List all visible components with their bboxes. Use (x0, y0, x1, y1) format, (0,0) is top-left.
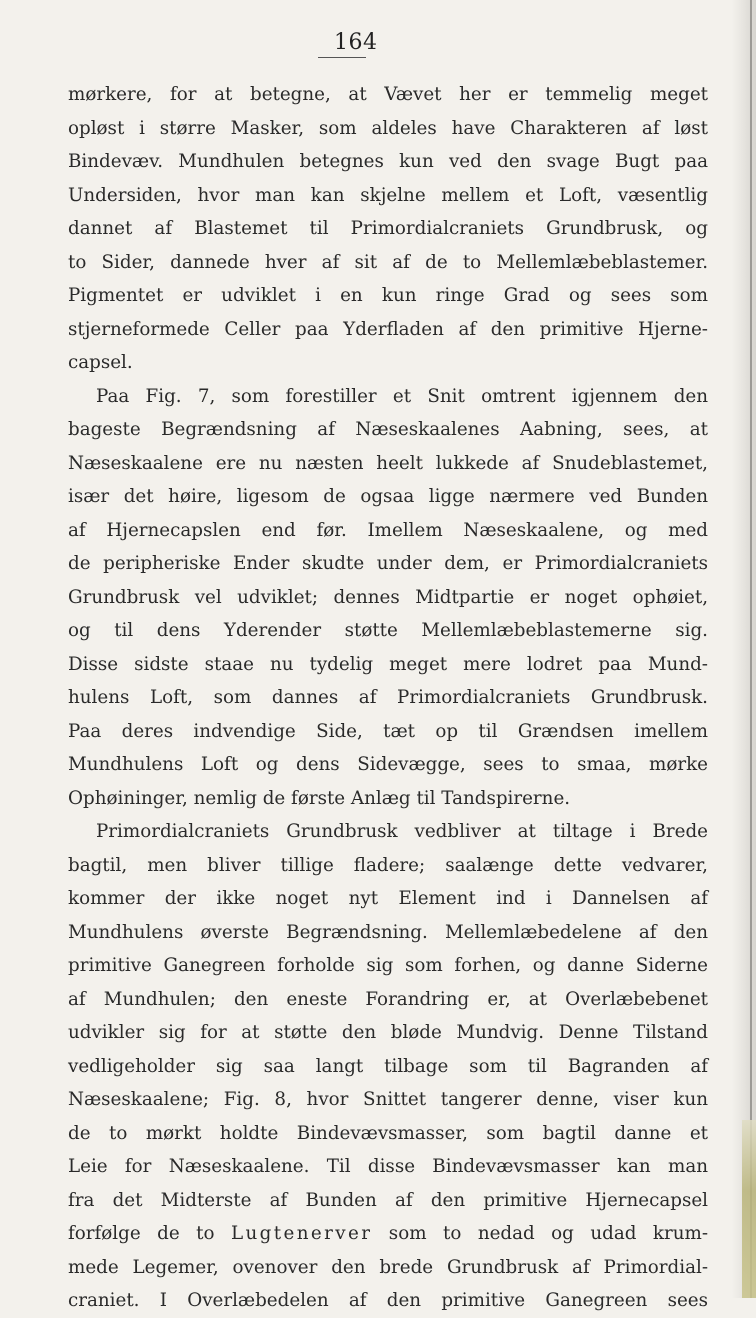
text-line: Primordialcraniets Grundbrusk vedbliver at tiltage i Brede (96, 821, 708, 842)
text-line: fra det Midterste af Bunden af den primitive Hjernecapsel (68, 1189, 708, 1211)
text-line: kommer der ikke noget nyt Element ind i Dannelsen af (68, 888, 708, 909)
text-line: bagtil, men bliver tillige fladere; saalænge dette vedvarer, (68, 854, 708, 876)
text-line: mørkere, for at betegne, at Vævet her er temmelig meget (68, 84, 708, 105)
text-line: udvikler sig for at støtte den bløde Mundvig. Denne Tilstand (68, 1022, 708, 1043)
text-line: Mundhulens øverste Begrændsning. Mellemlæbedelene af den (68, 921, 708, 943)
text-line: hulens Loft, som dannes af Primordialcraniets Grundbrusk. (68, 687, 708, 708)
text-line: Ophøininger, nemlig de første Anlæg til Tandspirerne. (68, 787, 571, 809)
page-edge-line (750, 0, 752, 1298)
text-line: Paa Fig. 7, som forestiller et Snit omtrent igjennem den (96, 385, 708, 407)
text-line: Næseskaalene; Fig. 8, hvor Snittet tangerer denne, viser kun (68, 1089, 708, 1110)
page-edge-stain (742, 1120, 756, 1298)
text-line: de to mørkt holdte Bindevævsmasser, som bagtil danne et (68, 1122, 708, 1144)
text-line: to Sider, dannede hver af sit af de to Mellemlæbeblastemer. (68, 251, 708, 273)
text-line: af Hjernecapslen end før. Imellem Næseskaalene, og med (68, 519, 708, 541)
text-line: bageste Begrændsning af Næseskaalenes Aabning, sees, at (68, 419, 708, 440)
text-line: Undersiden, hvor man kan skjelne mellem et Loft, væsentlig (68, 184, 708, 206)
text-line: capsel. (68, 352, 133, 373)
text-line: de peripheriske Ender skudte under dem, er Primordialcraniets (68, 553, 708, 574)
text-line: og til dens Yderender støtte Mellemlæbeblastemerne sig. (68, 620, 708, 641)
text-line: forfølge de to Lugtenerver som to nedad og udad krum- (68, 1223, 708, 1244)
text-line: Disse sidste staae nu tydelig meget mere lodret paa Mund- (68, 653, 708, 675)
page-edge-shadow (732, 0, 756, 1298)
text-line: vedligeholder sig saa langt tilbage som til Bagranden af (68, 1055, 708, 1077)
text-line: Leie for Næseskaalene. Til disse Bindevævsmasser kan man (68, 1156, 708, 1177)
text-line: mede Legemer, ovenover den brede Grundbrusk af Primordial- (68, 1256, 708, 1278)
body-text (68, 78, 708, 1318)
text-line: Mundhulens Loft og dens Sidevægge, sees to smaa, mørke (68, 754, 708, 775)
text-line: Pigmentet er udviklet i en kun ringe Grad og sees som (68, 285, 708, 306)
text-line: især det høire, ligesom de ogsaa ligge nærmere ved Bunden (68, 486, 708, 507)
text-line: dannet af Blastemet til Primordialcraniets Grundbrusk, og (68, 218, 708, 239)
text-line: Paa deres indvendige Side, tæt op til Grændsen imellem (68, 720, 708, 742)
text-line: stjerneformede Celler paa Yderfladen af den primitive Hjerne- (68, 318, 708, 340)
text-line: af Mundhulen; den eneste Forandring er, at Overlæbebenet (68, 988, 708, 1010)
text-line: craniet. I Overlæbedelen af den primitive Ganegreen sees (68, 1290, 708, 1311)
text-line: Grundbrusk vel udviklet; dennes Midtpartie er noget ophøiet, (68, 586, 708, 608)
text-line: opløst i større Masker, som aldeles have Charakteren af løst (68, 117, 708, 139)
spaced-emphasis: Lugtenerver (230, 1223, 373, 1244)
text-line: primitive Ganegreen forholde sig som forhen, og danne Siderne (68, 955, 708, 976)
page-number-underline (318, 57, 366, 58)
text-line: Næseskaalene ere nu næsten heelt lukkede af Snudeblastemet, (68, 452, 708, 474)
text-line: Bindevæv. Mundhulen betegnes kun ved den svage Bugt paa (68, 151, 708, 172)
page-number: 164 (334, 30, 378, 55)
